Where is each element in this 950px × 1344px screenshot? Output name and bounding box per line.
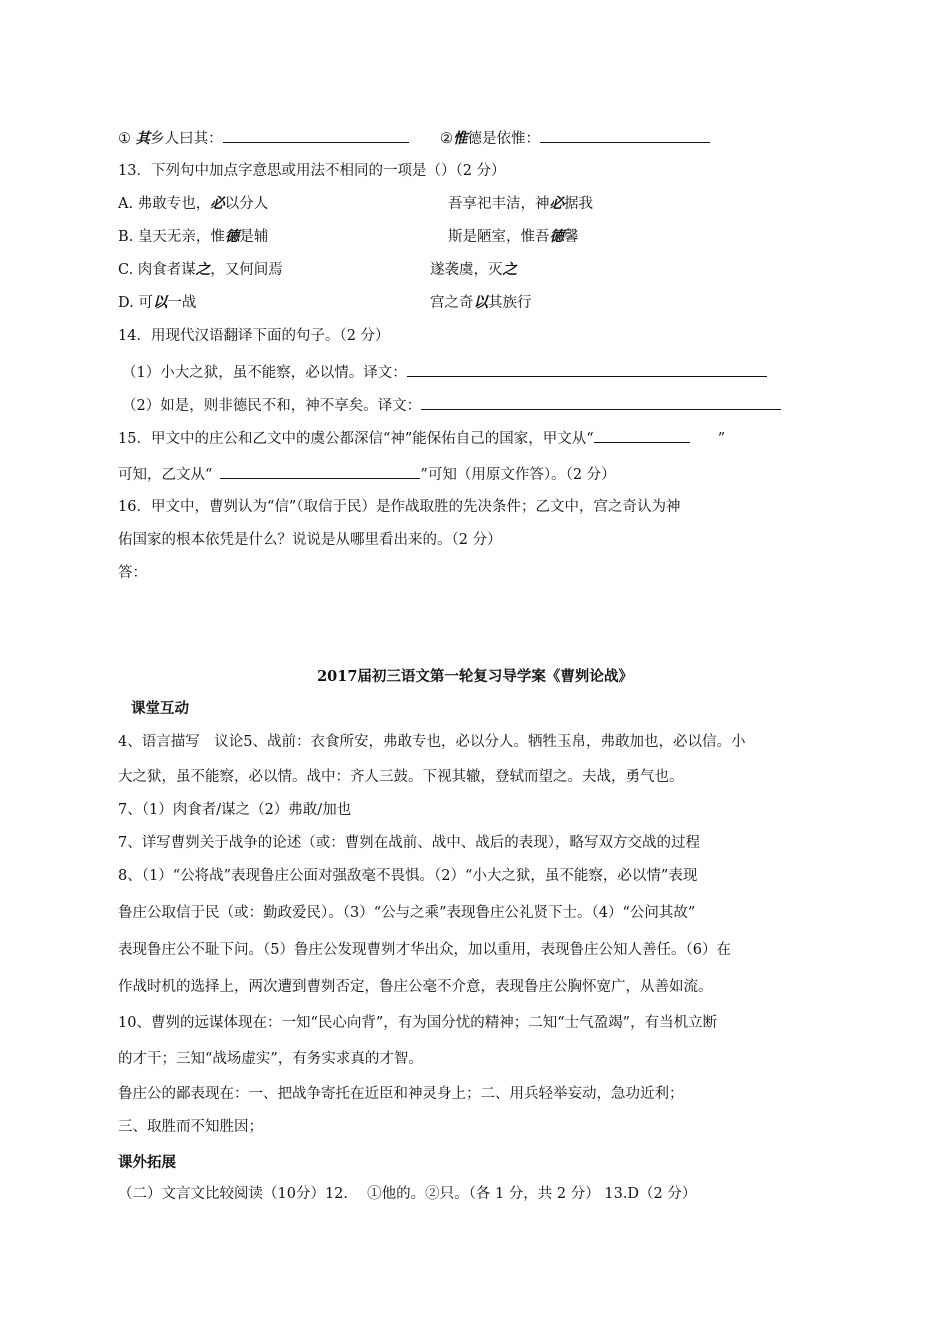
- q12-item1-text: 乡人曰其：: [150, 131, 223, 147]
- option-text: 宫之奇: [430, 295, 474, 311]
- q13-option-a: [118, 194, 268, 214]
- dotted-char: 以: [152, 294, 168, 311]
- q15-answer-blank-1[interactable]: [594, 428, 690, 443]
- option-text: ，又何间焉: [210, 262, 283, 278]
- q12-item1-answer-blank[interactable]: [223, 128, 409, 143]
- option-text: 以分人: [224, 196, 269, 212]
- answer-10-line-1: 10、曹刿的远谋体现在：一知“民心向背”，有为国分忧的精神；二知“士气盈竭”，有当机立断: [118, 1015, 718, 1031]
- q12-line-2: [440, 128, 710, 149]
- option-text: 其族行: [488, 295, 532, 311]
- q14-sentence-1: [122, 362, 767, 383]
- dotted-char: 德: [224, 228, 240, 245]
- answer-section-title: 2017届初三语文第一轮复习导学案《曹刿论战》: [317, 668, 633, 685]
- q15-line1-text: 15．甲文中的庄公和乙文中的虞公都深信“神”能保佑自己的国家，甲文从“: [118, 431, 594, 447]
- option-label: C.: [118, 262, 134, 278]
- q12-item1-dotted-char: 其: [135, 130, 151, 147]
- answer-10-line-2: 的才干；三知“战场虚实”，有务实求真的才智。: [118, 1051, 423, 1067]
- option-label: D.: [118, 295, 134, 311]
- q12-item2-dotted-char: 惟: [453, 130, 468, 147]
- dotted-char: 之: [502, 261, 517, 278]
- q12-item2-answer-blank[interactable]: [540, 128, 710, 143]
- option-text: 是辅: [239, 229, 269, 245]
- option-text: 一战: [167, 295, 197, 311]
- q12-item2-prefix: ②: [440, 131, 453, 147]
- dotted-char: 以: [473, 294, 488, 311]
- q15-line-2: [118, 464, 616, 485]
- option-text: 据我: [564, 196, 593, 212]
- q12-item2-text: 德是依惟：: [467, 131, 540, 147]
- q15-line-1: [118, 428, 725, 449]
- answer-8-line-3: 表现鲁庄公不耻下问。（5）鲁庄公发现曹刿才华出众，加以重用，表现鲁庄公知人善任。（6）在: [118, 942, 731, 958]
- option-text: 斯是陋室，惟吾: [448, 229, 550, 245]
- answer-8-line-2: 鲁庄公取信于民（或：勤政爱民）。（3）“公与之乘”表现鲁庄公礼贤下士。（4）“公问其故”: [118, 905, 696, 921]
- extension-answer-line: （二）文言文比较阅读（10分）12. ①他的。②只。（各 1 分，共 2 分） 13.D（2 分）: [118, 1186, 697, 1202]
- q13-option-d-right: [430, 293, 532, 313]
- q15-line1-quote: ”: [717, 431, 726, 447]
- q16-line-2: 佑国家的根本依凭是什么？说说是从哪里看出来的。（2 分）: [118, 532, 502, 548]
- option-text: 馨: [564, 229, 579, 245]
- q15-line2-text: 可知，乙文从“: [118, 467, 213, 483]
- section-heading-classroom: 课堂互动: [131, 700, 189, 717]
- lu-zhuanggong-line-1: 鲁庄公的鄙表现在：一、把战争寄托在近臣和神灵身上；二、用兵轻举妄动，急功近利；: [118, 1086, 684, 1102]
- dotted-char: 之: [195, 261, 211, 278]
- q15-line2-tail: ”可知（用原文作答）。（2 分）: [420, 467, 616, 483]
- q14-s1-answer-blank[interactable]: [407, 362, 767, 377]
- q14-s2-text: （2）如是，则非德民不和，神不享矣。译文：: [122, 398, 422, 414]
- option-label: A.: [118, 196, 134, 212]
- answer-4-line-2: 大之狱，虽不能察，必以情。战中：齐人三鼓。下视其辙，登轼而望之。夫战，勇气也。: [118, 769, 684, 785]
- lu-zhuanggong-line-2: 三、取胜而不知胜因；: [118, 1119, 263, 1135]
- option-text: 遂袭虞，灭: [430, 262, 503, 278]
- section-heading-extension: 课外拓展: [118, 1154, 176, 1171]
- answer-8-line-1: 8、（1）“公将战”表现鲁庄公面对强敌毫不畏惧。（2）“小大之狱，虽不能察，必以情”表现: [118, 868, 698, 884]
- option-text: 肉食者谋: [133, 262, 196, 278]
- q14-s1-text: （1）小大之狱，虽不能察，必以情。译文：: [122, 365, 407, 381]
- answer-7a: 7、（1）肉食者/谋之（2）弗敢/加也: [118, 802, 352, 818]
- q13-option-b: [118, 227, 268, 247]
- q13-option-c-right: [430, 260, 517, 280]
- option-text: 可: [133, 295, 153, 311]
- q16-line-1: 16．甲文中，曹刿认为“信”（取信于民）是作战取胜的先决条件；乙文中，宫之奇认为神: [118, 499, 681, 515]
- q14-sentence-2: [122, 395, 781, 416]
- q14-stem: 14．用现代汉语翻译下面的句子。（2 分）: [118, 328, 390, 344]
- q16-answer-label: 答：: [118, 565, 147, 581]
- q13-option-a-right: [448, 194, 593, 214]
- option-text: 吾享祀丰洁，神: [448, 196, 550, 212]
- answer-8-line-4: 作战时机的选择上，两次遭到曹刿否定，鲁庄公毫不介意，表现鲁庄公胸怀宽广，从善如流。: [118, 979, 713, 995]
- answer-7b: 7、详写曹刿关于战争的论述（或：曹刿在战前、战中、战后的表现），略写双方交战的过程: [118, 835, 700, 851]
- q14-s2-answer-blank[interactable]: [421, 395, 781, 410]
- answer-4-line-1: 4、语言描写 议论5、战前：衣食所安，弗敢专也，必以分人。牺牲玉帛，弗敢加也，必以信。小: [118, 734, 746, 750]
- q13-stem: 13．下列句中加点字意思或用法不相同的一项是（）（2 分）: [118, 163, 506, 179]
- q15-answer-blank-2[interactable]: [220, 464, 420, 479]
- dotted-char: 必: [210, 195, 225, 212]
- option-text: 弗敢专也，: [133, 196, 211, 212]
- dotted-char: 德: [549, 228, 564, 245]
- q13-option-d: [118, 293, 196, 313]
- q12-item1-prefix: ①: [118, 131, 136, 147]
- option-text: 皇天无亲，惟: [133, 229, 225, 245]
- q13-option-b-right: [448, 227, 579, 247]
- q13-option-c: [118, 260, 283, 280]
- option-label: B.: [118, 229, 134, 245]
- dotted-char: 必: [549, 195, 564, 212]
- q12-line: [118, 128, 409, 149]
